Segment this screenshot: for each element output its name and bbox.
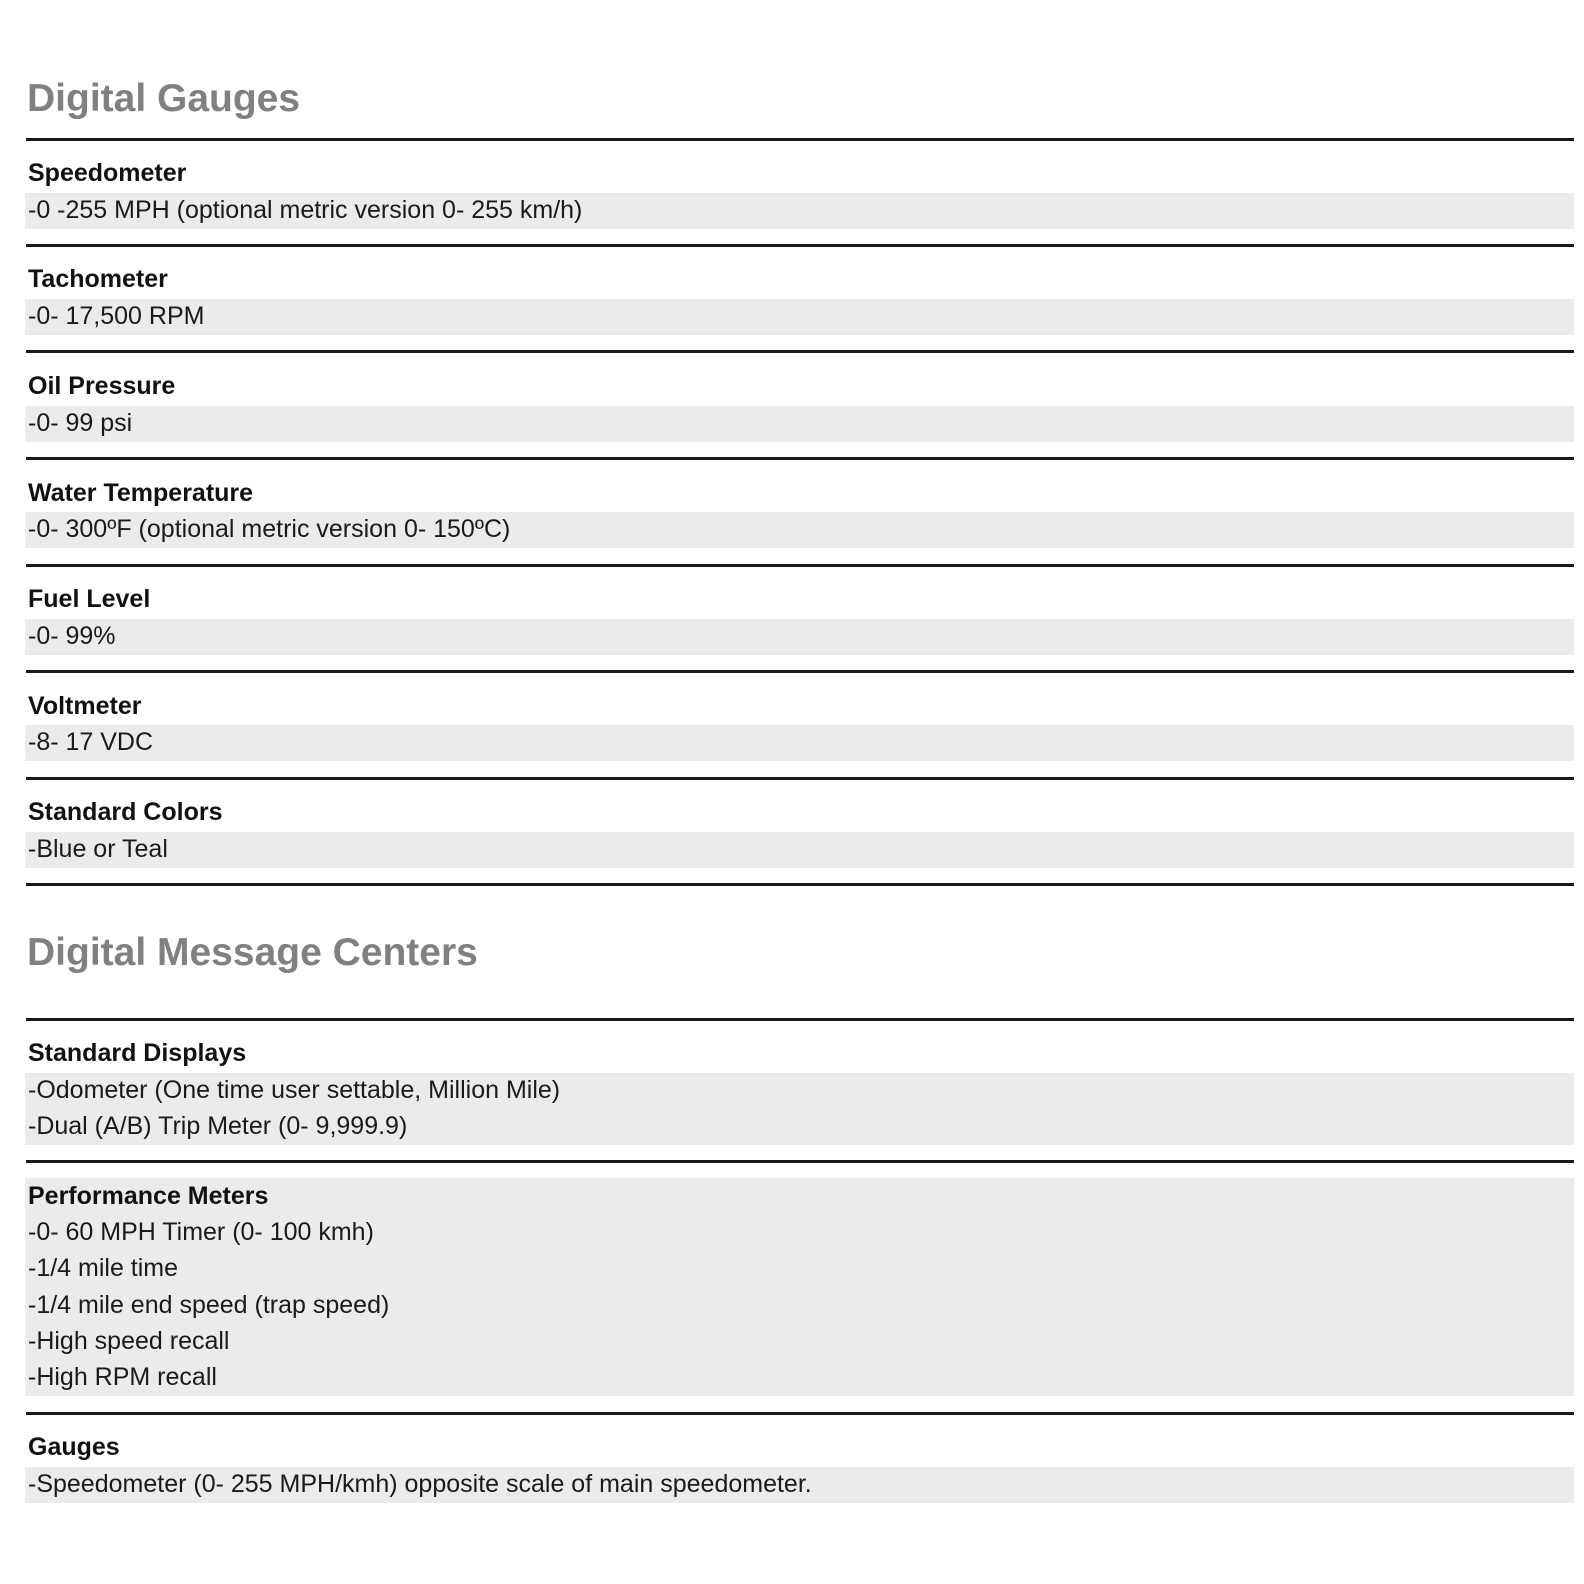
divider — [26, 1412, 1574, 1415]
spec-value: -0- 99% — [28, 622, 116, 650]
spec-label: Water Temperature — [28, 479, 254, 507]
spec-label: Standard Displays — [28, 1039, 247, 1067]
spec-value: -0 -255 MPH (optional metric version 0- 255 km/h) — [28, 196, 583, 224]
spec-value: -Odometer (One time user settable, Million Mile) — [28, 1076, 561, 1104]
spec-label: Voltmeter — [28, 692, 142, 720]
spec-value-row — [25, 1178, 1574, 1396]
spec-value: -High speed recall — [28, 1327, 230, 1355]
divider — [26, 138, 1574, 141]
divider — [26, 670, 1574, 673]
spec-value: -Speedometer (0- 255 MPH/kmh) opposite scale of main speedometer. — [28, 1470, 812, 1498]
spec-label: Tachometer — [28, 265, 168, 293]
spec-value-row — [25, 725, 1574, 761]
divider — [26, 1018, 1574, 1021]
divider — [26, 1160, 1574, 1163]
spec-value-row — [25, 299, 1574, 335]
divider — [26, 350, 1574, 353]
spec-value: -Blue or Teal — [28, 835, 168, 863]
divider — [26, 777, 1574, 780]
spec-value-row — [25, 406, 1574, 442]
spec-value-row — [25, 619, 1574, 655]
spec-label: Speedometer — [28, 159, 187, 187]
spec-value: -High RPM recall — [28, 1363, 217, 1391]
divider — [26, 244, 1574, 247]
spec-value: -0- 60 MPH Timer (0- 100 kmh) — [28, 1218, 374, 1246]
divider — [26, 883, 1574, 886]
spec-label: Oil Pressure — [28, 372, 176, 400]
section-title-digital-gauges: Digital Gauges — [27, 77, 301, 120]
spec-value: -0- 17,500 RPM — [28, 302, 205, 330]
spec-label: Gauges — [28, 1433, 120, 1461]
spec-value: -0- 300ºF (optional metric version 0- 150ºC) — [28, 515, 511, 543]
spec-label: Fuel Level — [28, 585, 151, 613]
spec-value: -Dual (A/B) Trip Meter (0- 9,999.9) — [28, 1112, 408, 1140]
spec-label: Standard Colors — [28, 798, 223, 826]
spec-value: -1/4 mile end speed (trap speed) — [28, 1291, 390, 1319]
divider — [26, 457, 1574, 460]
spec-value: -1/4 mile time — [28, 1254, 179, 1282]
spec-value-row — [25, 832, 1574, 868]
spec-label: Performance Meters — [28, 1182, 269, 1210]
spec-value: -0- 99 psi — [28, 409, 133, 437]
divider — [26, 564, 1574, 567]
section-title-digital-message-centers: Digital Message Centers — [27, 931, 478, 974]
spec-value: -8- 17 VDC — [28, 728, 154, 756]
